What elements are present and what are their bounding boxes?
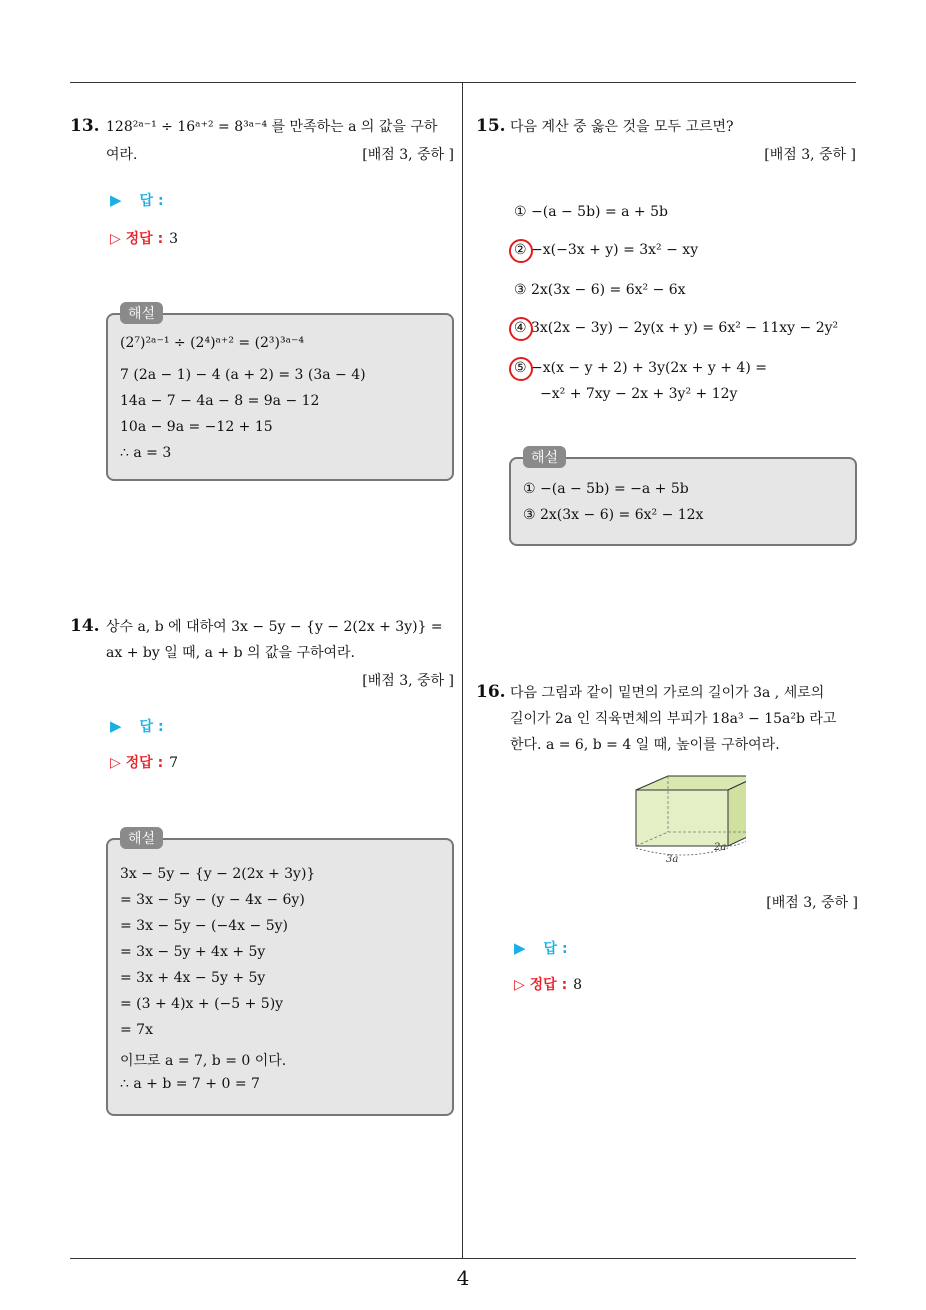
choice-1: ① −(a − 5b) = a + 5b xyxy=(514,204,668,220)
final-answer-value: 3 xyxy=(169,231,179,247)
final-answer xyxy=(110,752,178,772)
question-text-line2: 여라. xyxy=(106,147,138,163)
solution-line: (2⁷)²ᵃ⁻¹ ÷ (2⁴)ᵃ⁺² = (2³)³ᵃ⁻⁴ xyxy=(120,335,305,351)
cuboid-front-face xyxy=(636,790,728,846)
final-answer-value: 7 xyxy=(169,755,179,771)
question-text-line1: 다음 계산 중 옳은 것을 모두 고르면? xyxy=(510,119,734,135)
solution-line: = 3x − 5y − (y − 4x − 6y) xyxy=(120,892,305,908)
question-text-line1: 128²ᵃ⁻¹ ÷ 16ᵃ⁺² = 8³ᵃ⁻⁴ 를 만족하는 a 의 값을 구하 xyxy=(106,119,438,135)
width-label: 3a xyxy=(666,854,679,865)
solution-line: = 3x − 5y − (−4x − 5y) xyxy=(120,918,288,934)
solution-tag: 해설 xyxy=(523,446,566,468)
question-text-line3: 한다. a = 6, b = 4 일 때, 높이를 구하여라. xyxy=(510,737,780,753)
correct-circle-mark-icon xyxy=(509,317,533,341)
answer-prompt: ▶ 답 : xyxy=(514,939,568,957)
answer-prompt: ▶ 답 : xyxy=(110,717,164,735)
score-meta: [배점 3, 중하 ] xyxy=(362,147,454,163)
solution-tag: 해설 xyxy=(120,827,163,849)
solution-line: 14a − 7 − 4a − 8 = 9a − 12 xyxy=(120,393,320,409)
question-text-line2: ax + by 일 때, a + b 의 값을 구하여라. xyxy=(106,645,356,661)
final-answer-label: ▷ 정답 : xyxy=(514,977,568,993)
question-text-line1: 상수 a, b 에 대하여 3x − 5y − {y − 2(2x + 3y)} = xyxy=(106,619,443,635)
page-number: 4 xyxy=(456,1266,470,1290)
solution-box xyxy=(106,838,454,1116)
solution-box xyxy=(106,313,454,481)
choice-4: ④ 3x(2x − 3y) − 2y(x + y) = 6x² − 11xy − 2y² xyxy=(514,320,839,336)
choice-2: ② −x(−3x + y) = 3x² − xy xyxy=(514,242,699,258)
score-meta: [배점 3, 중하 ] xyxy=(766,895,858,911)
final-answer-label: ▷ 정답 : xyxy=(110,755,164,771)
question-text-line1: 다음 그림과 같이 밑면의 가로의 길이가 3a , 세로의 xyxy=(510,685,825,701)
solution-tag: 해설 xyxy=(120,302,163,324)
column-divider xyxy=(462,82,463,1258)
solution-box xyxy=(509,457,857,546)
bottom-rule xyxy=(70,1258,856,1259)
solution-line: ∴ a + b = 7 + 0 = 7 xyxy=(120,1076,260,1092)
final-answer-value: 8 xyxy=(573,977,583,993)
answer-prompt: ▶ 답 : xyxy=(110,191,164,209)
solution-line: ① −(a − 5b) = −a + 5b xyxy=(523,481,689,497)
correct-circle-mark-icon xyxy=(509,357,533,381)
play-triangle-icon: ▶ xyxy=(110,191,122,209)
depth-label: 2a xyxy=(714,842,727,853)
solution-line: 3x − 5y − {y − 2(2x + 3y)} xyxy=(120,866,316,882)
question-number: 14. xyxy=(70,616,100,636)
question-number: 13. xyxy=(70,116,100,136)
score-meta: [배점 3, 중하 ] xyxy=(764,147,856,163)
score-meta: [배점 3, 중하 ] xyxy=(362,673,454,689)
solution-line: = 3x + 4x − 5y + 5y xyxy=(120,970,266,986)
solution-line: ③ 2x(3x − 6) = 6x² − 12x xyxy=(523,507,704,523)
solution-line: 10a − 9a = −12 + 15 xyxy=(120,419,273,435)
choice-3: ③ 2x(3x − 6) = 6x² − 6x xyxy=(514,282,686,298)
choice-5-continuation: −x² + 7xy − 2x + 3y² + 12y xyxy=(540,386,738,402)
question-number: 16. xyxy=(476,682,506,702)
solution-line: = 7x xyxy=(120,1022,153,1038)
question-text-line2: 길이가 2a 인 직육면체의 부피가 18a³ − 15a²b 라고 xyxy=(510,711,837,727)
cuboid-figure xyxy=(626,770,746,870)
solution-line: ∴ a = 3 xyxy=(120,445,172,461)
choice-5: ⑤ −x(x − y + 2) + 3y(2x + y + 4) = xyxy=(514,360,767,376)
solution-line: 7 (2a − 1) − 4 (a + 2) = 3 (3a − 4) xyxy=(120,367,366,383)
final-answer-label: ▷ 정답 : xyxy=(110,231,164,247)
top-rule xyxy=(70,82,856,83)
solution-line: 이므로 a = 7, b = 0 이다. xyxy=(120,1053,287,1069)
solution-line: = 3x − 5y + 4x + 5y xyxy=(120,944,266,960)
question-number: 15. xyxy=(476,116,506,136)
final-answer xyxy=(514,974,582,994)
solution-line: = (3 + 4)x + (−5 + 5)y xyxy=(120,996,284,1012)
cuboid-top-face xyxy=(636,776,746,790)
final-answer xyxy=(110,228,178,248)
play-triangle-icon: ▶ xyxy=(110,717,122,735)
correct-circle-mark-icon xyxy=(509,239,533,263)
play-triangle-icon: ▶ xyxy=(514,939,526,957)
